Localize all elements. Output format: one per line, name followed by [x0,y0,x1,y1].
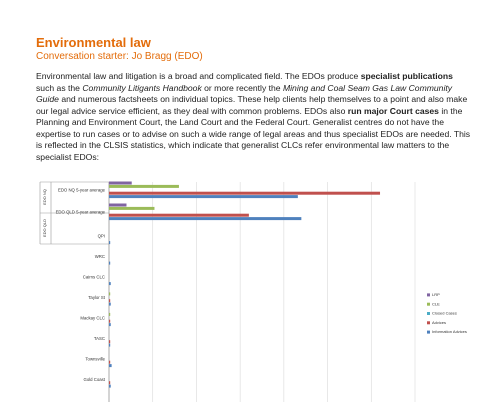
category-label: EDO NQ 5-year average [57,187,105,193]
bar [109,299,110,302]
legend-swatch [427,303,430,306]
legend-label: Advices [432,319,447,325]
bar [109,344,110,347]
legend-swatch [427,312,430,315]
bar [109,262,110,265]
category-label: Townsville [85,356,105,362]
bar [109,207,154,210]
bar [109,323,111,326]
bar [109,192,380,195]
bar [109,292,110,295]
category-label: Mackay CLC [80,315,105,321]
bar [109,364,112,367]
paragraph-run: Environmental law and litigation is a broad and complicated field. The EDOs produce [36,71,361,81]
paragraph-run: Community Litigants Handbook [82,82,202,93]
group-label: EDO NQ [42,189,47,205]
group-label: EDO QLD [42,218,47,238]
paragraph-run: Mining and Coal Seam Gas Law Community Guide [36,82,453,104]
bar [109,313,110,316]
bar [109,195,298,198]
paragraph-run: or more recently the [201,82,283,93]
body-paragraph [36,71,472,163]
bar [109,320,110,323]
legend-swatch [427,331,430,334]
legend-label: CLE [432,301,440,307]
paragraph-run: specialist publications [360,71,453,81]
legend-swatch [427,321,430,324]
legend-swatch [427,293,430,296]
bar [109,182,132,185]
category-label: EDO QLD 5-year average [55,209,105,215]
legend-label: Closed Cases [432,310,457,316]
page-subtitle: Conversation starter: Jo Bragg (EDO) [36,51,203,62]
category-label: TASC [93,336,105,341]
category-label: Gold Coast [83,377,105,382]
bar [109,185,179,188]
paragraph-run: and numerous factsheets on individual topics. These help clients help themselves to a point and also make our legal advice service efficient, as they deal with common problems. EDOs also [36,94,468,116]
category-label: QPI [97,233,105,239]
paragraph-run: such as the [36,82,83,93]
category-label: WRC [94,254,105,259]
paragraph-run: in the Planning and Environment Court, the Land Court and the Federal Court. Generalist centres do not have the expertise to run cases or to advise on such a wide range of legal areas and thus specialist EDOs are needed. This is reflected in the CLSIS statistics, which indicate that generalist CLCs refer environmental law matters to the specialist EDOs: [36,105,471,162]
page-title: Environmental law [36,35,151,50]
referral-bar-chart [36,180,500,402]
bar [109,217,301,220]
bar [109,303,111,306]
bar [109,214,249,217]
bar [109,385,111,388]
category-label: Cairns CLC [82,274,105,280]
bar [109,204,126,207]
paragraph-run: run major Court cases [347,105,439,116]
bar [109,241,110,244]
legend-label: LRP [432,292,440,297]
bar [109,282,111,285]
legend-label: Information Advices [432,329,467,335]
category-label: Taylor St [88,295,105,300]
bar [109,340,110,343]
bar [109,361,110,364]
bar [109,381,110,384]
